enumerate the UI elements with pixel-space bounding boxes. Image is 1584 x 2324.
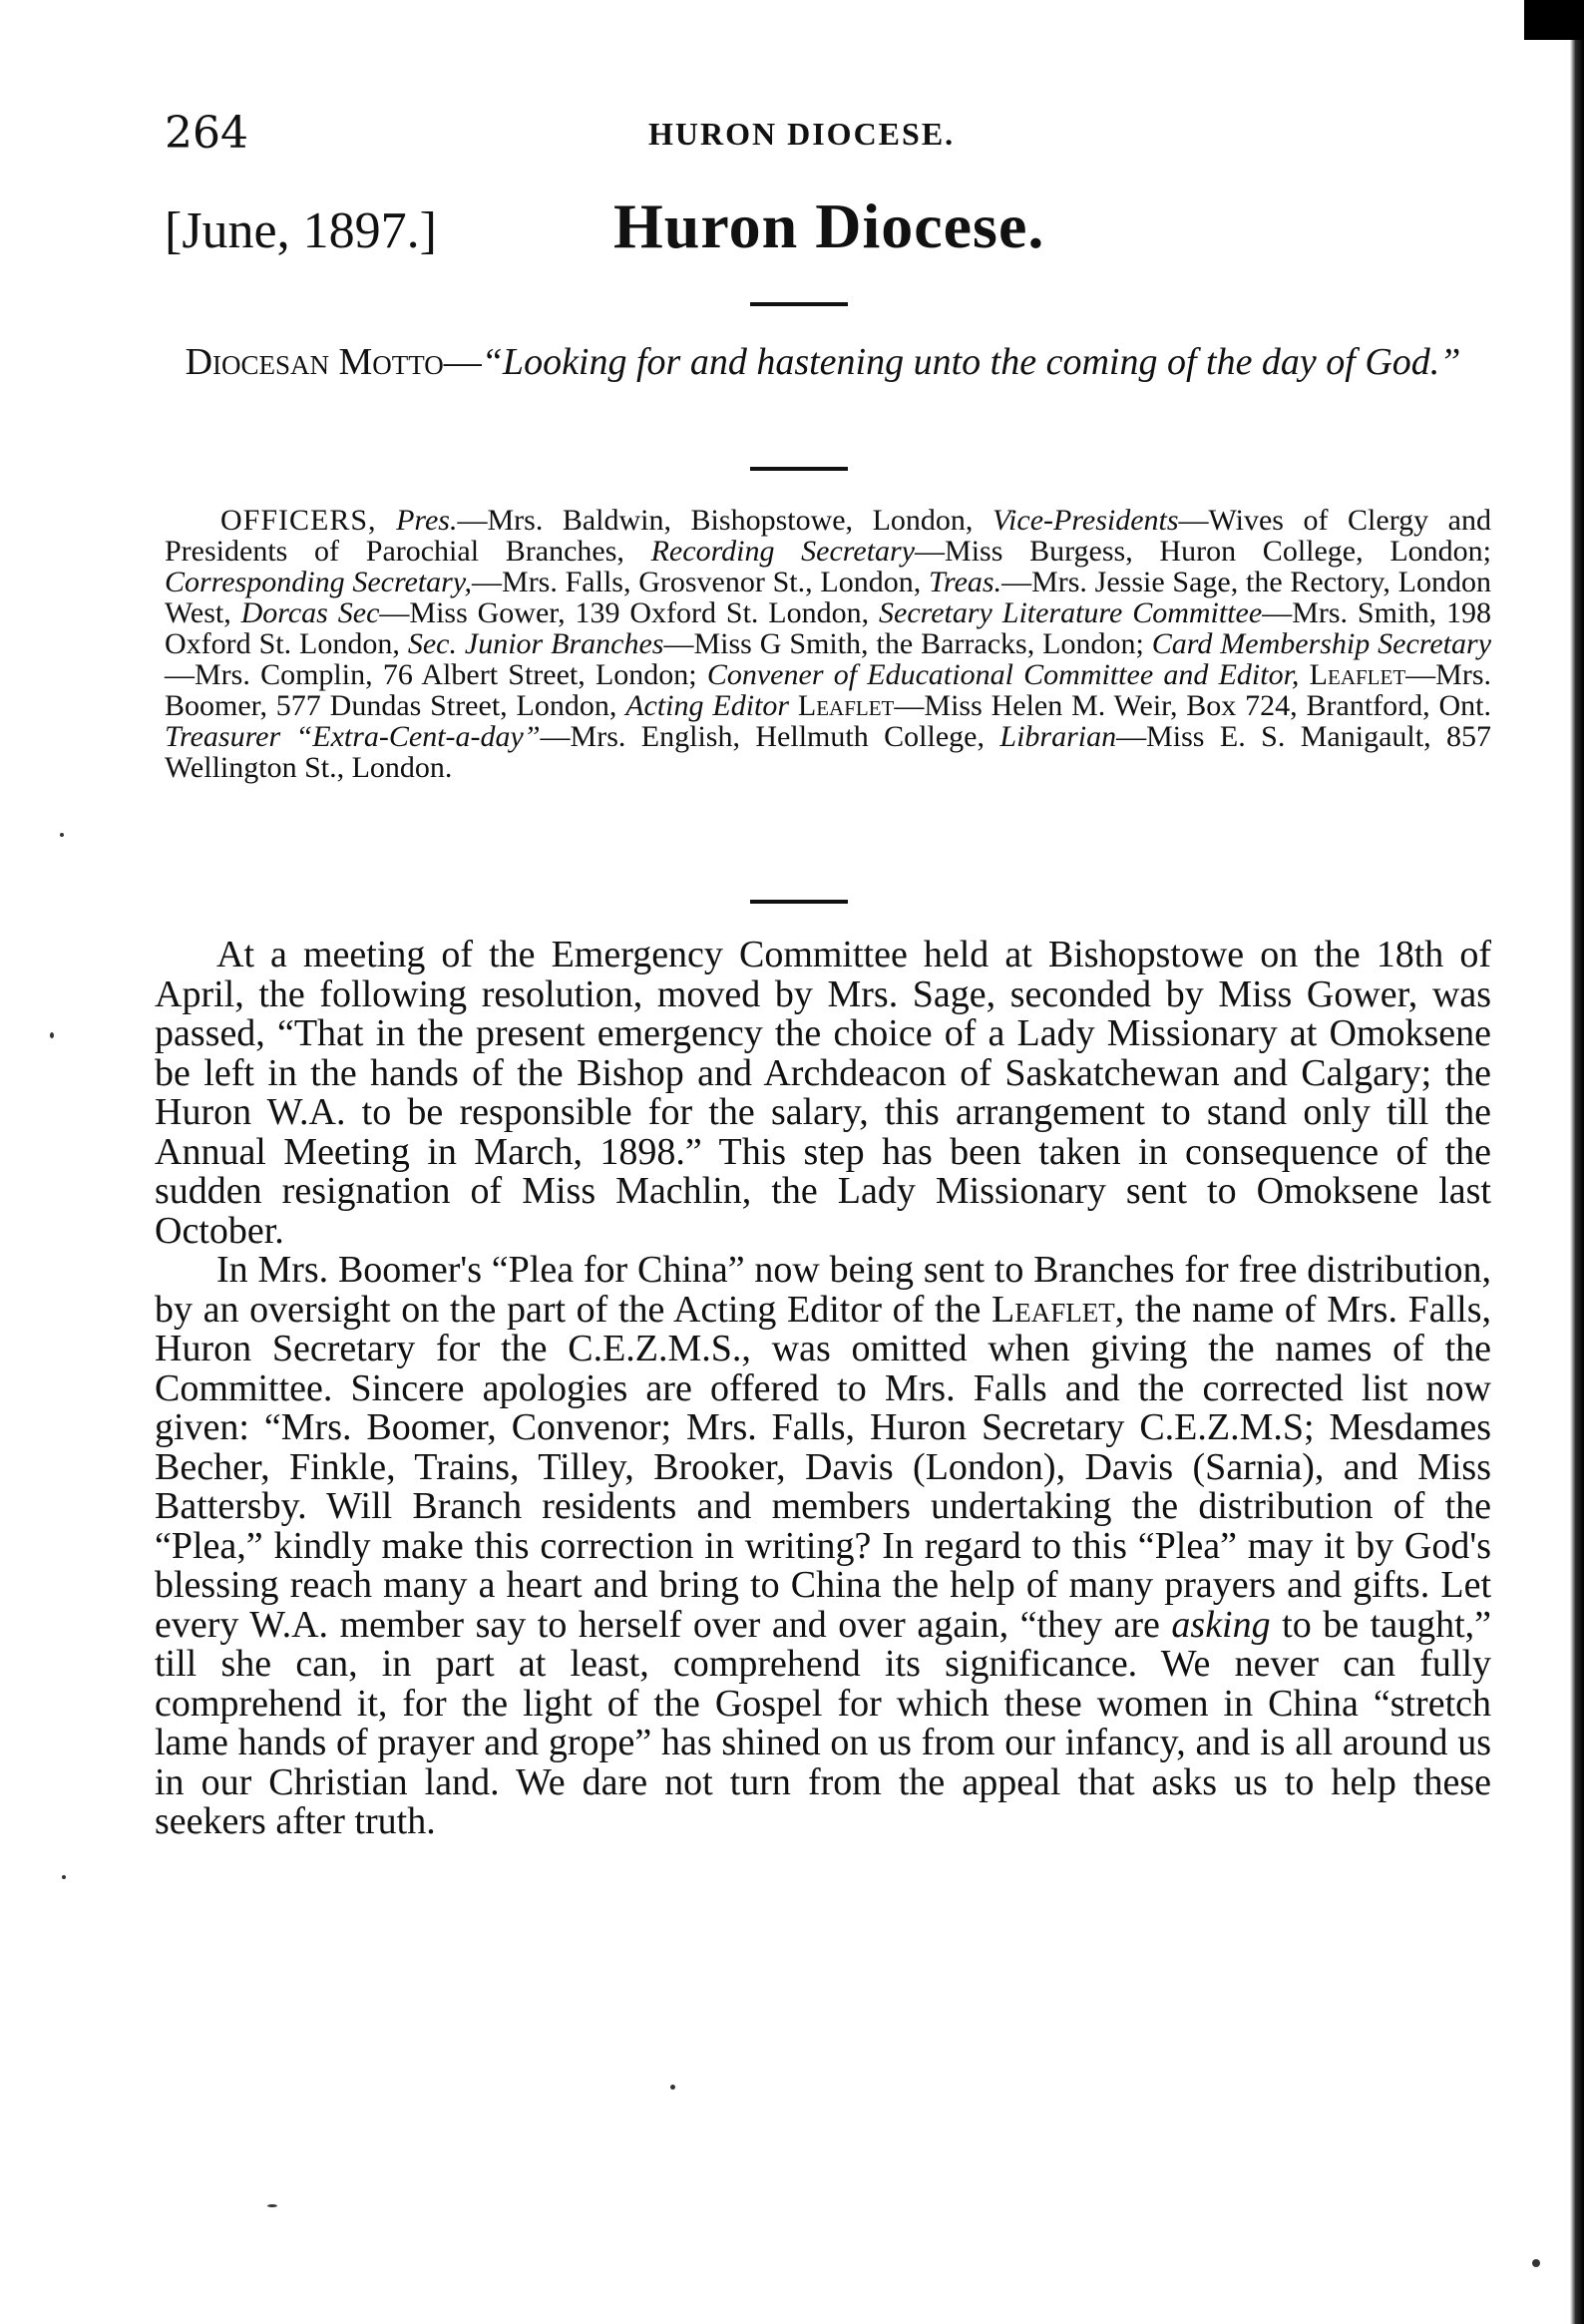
page-edge-shadow (1570, 0, 1584, 2324)
officer-detail: —Mrs. Falls, Grosvenor St., London, (472, 566, 929, 598)
officers-list (165, 505, 1491, 783)
page-title: Huron Diocese. (613, 191, 1045, 261)
officer-title: Vice-Presidents (991, 504, 1179, 537)
officer-title: Leaflet (1299, 658, 1406, 691)
officer-title: Convener of Educational Committee and Editor, (706, 658, 1300, 691)
officer-detail: —Miss Helen M. Weir, Box 724, Brantford, Ont. (894, 689, 1492, 722)
officers-label: OFFICERS, (220, 504, 377, 537)
officer-detail: —Mrs. Complin, 76 Albert Street, London; (165, 658, 707, 691)
officer-detail: —Mrs. Jessie Sage, the Rectory, London West, (165, 566, 1492, 629)
running-head (165, 108, 1481, 158)
officer-title: Recording Secretary (650, 535, 916, 568)
officer-title: Secretary Literature Committee (879, 596, 1263, 629)
officer-title: Librarian (999, 720, 1117, 753)
officer-detail: —Miss E. S. Manigault, 857 Wellington St., London. (165, 720, 1491, 784)
text-run: asking (1171, 1603, 1271, 1646)
text-run: Leaflet (991, 1288, 1115, 1331)
text-run: to be taught,” till she can, in part at least, comprehend its significance. We never can fully comprehend it, for the light of the Gospel for which these women in China “stretch lame hands of prayer and grope” has shined on us from our infancy, and is all around us in our Christian land. We dare not turn from the appeal that asks us to help these seekers after truth. (155, 1603, 1491, 1842)
officer-detail: —Miss Gower, 139 Oxford St. London, (379, 596, 880, 629)
page-number: 264 (165, 108, 248, 159)
officer-title: Acting Editor (625, 689, 790, 722)
article-body (155, 936, 1491, 1842)
scan-speck (267, 2204, 277, 2207)
scan-speck (50, 1032, 54, 1038)
page-corner-shadow (1524, 0, 1584, 40)
text-run: In Mrs. Boomer's “Plea for China” now being sent to Branches for free distribution, by an oversight on the part of the Acting Editor of the (155, 1249, 1491, 1331)
officer-title: Card Membership Secretary (1151, 627, 1492, 660)
divider-rule (750, 900, 848, 904)
motto-label: Diocesan Motto— (185, 341, 482, 383)
running-title: HURON DIOCESE. (648, 116, 956, 152)
officer-detail: —Mrs. English, Hellmuth College, (540, 720, 1000, 753)
scan-speck (60, 833, 64, 837)
officer-detail: —Miss G Smith, the Barracks, London; (663, 627, 1152, 660)
divider-rule (750, 467, 848, 471)
officer-title: Dorcas Sec (240, 596, 380, 629)
officer-detail: —Wives of Clergy and Presidents of Parochial Branches, (165, 504, 1491, 568)
text-run: , the name of Mrs. Falls, Huron Secretary for the C.E.Z.M.S., was omitted when giving the names of the Committee. Sincere apologies are offered to Mrs. Falls and the corrected list now given: “Mrs. Boomer, Convenor; Mrs. Falls, Huron Secretary C.E.Z.M.S; Mesdames Becher, Finkle, Trains, Tilley, Brooker, Davis (London), Davis (Sarnia), and Miss Battersby. Will Branch residents and members undertaking the distribution of the “Plea,” kindly make this correction in writing? In regard to this “Plea” may it by God's blessing reach many a heart and bring to China the help of many prayers and gifts. Let every W.A. member say to herself over and over again, “they are (155, 1288, 1491, 1646)
officer-title: Sec. Junior Branches (407, 627, 664, 660)
officer-detail: —Mrs. Boomer, 577 Dundas Street, London, (165, 658, 1491, 722)
scan-speck (670, 2085, 675, 2090)
officer-title: Corresponding Secretary, (165, 566, 473, 598)
divider-rule (750, 302, 848, 306)
officer-detail: —Mrs. Smith, 198 Oxford St. London, (165, 596, 1491, 660)
scan-speck (1532, 2259, 1540, 2267)
officer-title: Pres. (376, 504, 458, 537)
officer-title: Treas. (928, 566, 1002, 598)
paragraph: At a meeting of the Emergency Committee held at Bishopstowe on the 18th of April, the following resolution, moved by Mrs. Sage, seconded by Miss Gower, was passed, “That in the present emergency the choice of a Lady Missionary at Omoksene be left in the hands of the Bishop and Archdeacon of Saskatchewan and Calgary; the Huron W.A. to be responsible for the salary, this arrangement to stand only till the Annual Meeting in March, 1898.” This step has been taken in consequence of the sudden resignation of Miss Machlin, the Lady Missionary sent to Omoksene last October. (155, 934, 1491, 1252)
issue-date: [June, 1897.] (165, 202, 437, 259)
officer-detail: —Mrs. Baldwin, Bishopstowe, London, (457, 504, 992, 537)
paragraph (155, 1251, 1491, 1842)
diocesan-motto (165, 341, 1481, 383)
motto-quote: “Looking for and hastening unto the coming of the day of God.” (481, 341, 1461, 383)
officer-title: Treasurer “Extra-Cent-a-day” (165, 720, 541, 753)
section-header (165, 190, 1481, 269)
scan-speck (62, 1875, 66, 1879)
officer-title: Leaflet (789, 689, 895, 722)
officer-detail: —Miss Burgess, Huron College, London; (915, 535, 1491, 568)
